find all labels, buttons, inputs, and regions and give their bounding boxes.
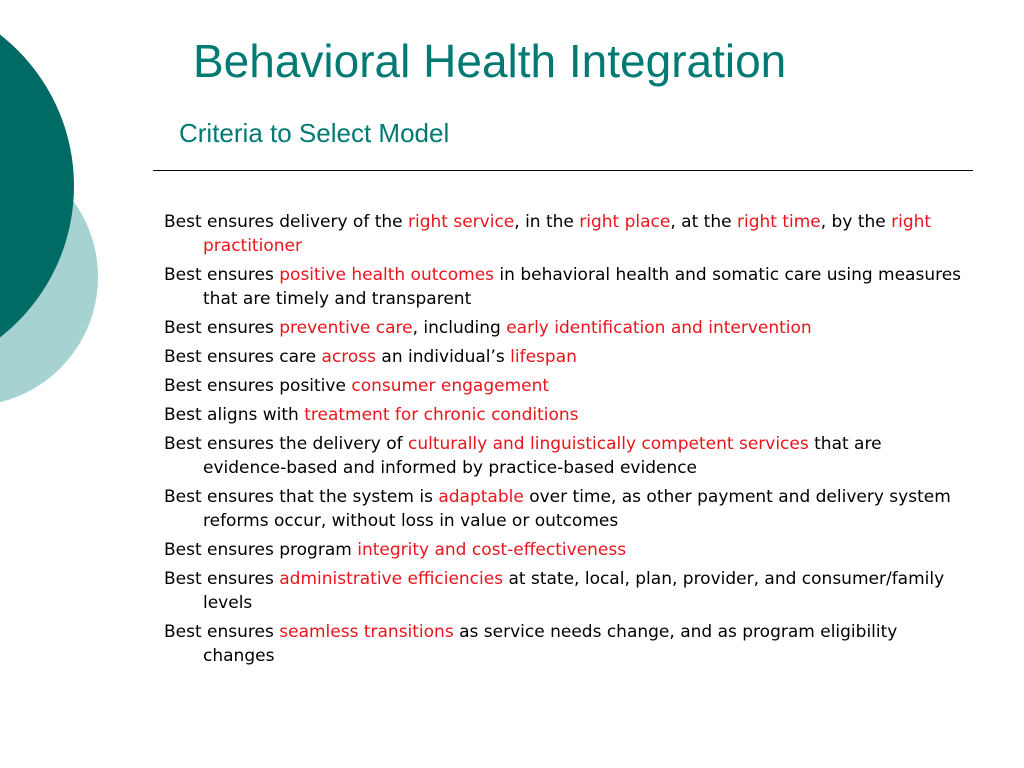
- criteria-item-lifespan: [164, 345, 964, 369]
- criteria-item-preventive-care: [164, 316, 964, 340]
- criteria-text: Best ensures that the system is: [164, 487, 439, 507]
- criteria-highlight: integrity and cost-effectiveness: [357, 540, 627, 560]
- criteria-item-administrative-efficiencies: [164, 567, 964, 615]
- criteria-highlight: adaptable: [438, 487, 524, 507]
- criteria-highlight: administrative efficiencies: [279, 569, 504, 589]
- criteria-item-adaptable: [164, 485, 964, 533]
- criteria-text: , at the: [670, 212, 737, 232]
- slide-title: Behavioral Health Integration: [193, 35, 787, 87]
- criteria-item-seamless-transitions: [164, 620, 964, 668]
- criteria-highlight: right time: [736, 212, 821, 232]
- criteria-item-consumer-engagement: [164, 374, 964, 398]
- criteria-highlight: across: [321, 347, 376, 367]
- criteria-item-health-outcomes: [164, 263, 964, 311]
- criteria-item-chronic-conditions: [164, 403, 964, 427]
- criteria-text: Best ensures the delivery of: [164, 434, 409, 454]
- criteria-highlight: right practitioner: [203, 212, 932, 256]
- criteria-text: Best ensures positive: [164, 376, 352, 396]
- criteria-highlight: positive health outcomes: [279, 265, 495, 285]
- criteria-text: Best ensures care: [164, 347, 322, 367]
- criteria-highlight: culturally and linguistically competent services: [408, 434, 809, 454]
- criteria-item-cultural-competence: [164, 432, 964, 480]
- criteria-highlight: lifespan: [510, 347, 577, 367]
- criteria-text: Best ensures: [164, 569, 280, 589]
- criteria-highlight: seamless transitions: [279, 622, 454, 642]
- title-divider: [153, 170, 973, 171]
- criteria-item-right-service: [164, 210, 964, 258]
- criteria-highlight: consumer engagement: [351, 376, 550, 396]
- slide-subtitle: Criteria to Select Model: [179, 118, 450, 148]
- criteria-text: at state, local, plan, provider, and consumer/family levels: [203, 569, 945, 613]
- criteria-item-integrity: [164, 538, 964, 562]
- criteria-text: Best aligns with: [164, 405, 305, 425]
- criteria-text: Best ensures delivery of the: [164, 212, 409, 232]
- criteria-highlight: treatment for chronic conditions: [304, 405, 579, 425]
- criteria-text: an individual’s: [376, 347, 511, 367]
- criteria-text: as service needs change, and as program eligibility changes: [203, 622, 898, 666]
- criteria-text: Best ensures program: [164, 540, 358, 560]
- criteria-text: , including: [412, 318, 507, 338]
- criteria-highlight: right place: [579, 212, 671, 232]
- criteria-text: Best ensures: [164, 318, 280, 338]
- criteria-list: [164, 210, 964, 673]
- criteria-text: Best ensures: [164, 265, 280, 285]
- criteria-text: over time, as other payment and delivery system reforms occur, without loss in value or outcomes: [203, 487, 951, 531]
- criteria-highlight: preventive care: [279, 318, 413, 338]
- criteria-text: , by the: [820, 212, 892, 232]
- criteria-text: Best ensures: [164, 622, 280, 642]
- criteria-highlight: early identification and intervention: [506, 318, 812, 338]
- criteria-text: in behavioral health and somatic care using measures that are timely and transparent: [203, 265, 962, 309]
- criteria-text: that are evidence-based and informed by practice-based evidence: [203, 434, 882, 478]
- criteria-highlight: right service: [408, 212, 515, 232]
- criteria-text: , in the: [514, 212, 580, 232]
